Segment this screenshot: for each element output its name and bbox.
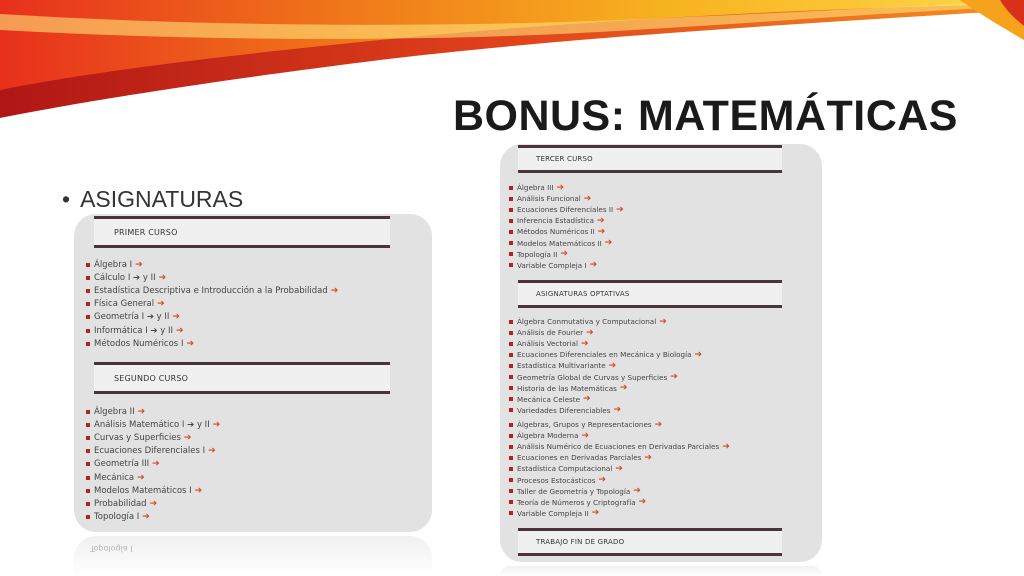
subject-link[interactable] (509, 394, 702, 405)
arrow-icon: ➔ (580, 338, 589, 349)
subject-link[interactable] (509, 215, 624, 226)
arrow-icon: ➔ (616, 204, 624, 215)
subject-label: Mecánica (94, 472, 135, 483)
subject-label: Álgebra II (94, 406, 135, 417)
section-header-tfg (518, 528, 782, 556)
subject-link[interactable] (509, 371, 702, 382)
subject-link[interactable] (509, 405, 702, 416)
section-title: SEGUNDO CURSO (114, 374, 189, 383)
subject-label: Estadística Computacional (517, 464, 613, 474)
subject-label: Álgebra Moderna (517, 431, 579, 441)
subject-link[interactable] (509, 193, 624, 204)
subject-label: Análisis Matemático I ➔ y II (94, 419, 210, 430)
subject-label: Variable Compleja II (517, 508, 589, 518)
bullet-dot: • (62, 186, 71, 212)
arrow-icon: ➔ (194, 485, 203, 496)
subject-label: Álgebra I (94, 259, 133, 270)
subject-label: Topología I (94, 512, 140, 523)
arrow-icon: ➔ (556, 182, 565, 193)
subject-label: Física General (94, 299, 155, 310)
arrow-icon: ➔ (583, 394, 591, 405)
arrow-icon: ➔ (670, 372, 678, 383)
section-title: TERCER CURSO (536, 155, 593, 163)
arrow-icon: ➔ (583, 193, 592, 204)
subject-link[interactable] (509, 463, 730, 474)
arrow-icon: ➔ (597, 215, 605, 226)
list-optativas-2 (509, 419, 730, 519)
list-tercer-curso (509, 182, 624, 271)
subject-label: Taller de Geometría y Topología (517, 486, 631, 496)
subject-link[interactable] (86, 258, 338, 271)
arrow-icon: ➔ (208, 446, 216, 457)
arrow-icon: ➔ (175, 325, 184, 336)
panel-reflection-left (74, 536, 432, 576)
subject-label: Análisis Numérico de Ecuaciones en Derivadas Parciales (517, 442, 720, 452)
arrow-icon: ➔ (158, 272, 167, 283)
subject-link[interactable] (509, 508, 730, 519)
subject-link[interactable] (509, 226, 624, 237)
subject-link[interactable] (86, 471, 220, 484)
subject-label: Inferencia Estadística (517, 216, 595, 226)
subject-label: Variedades Diferenciables (517, 405, 611, 415)
arrow-icon: ➔ (157, 299, 165, 310)
subject-link[interactable] (86, 324, 338, 337)
arrow-icon: ➔ (560, 249, 568, 260)
subject-label: Informática I ➔ y II (94, 325, 173, 336)
arrow-icon: ➔ (638, 497, 647, 508)
arrow-icon: ➔ (633, 486, 641, 497)
subject-label: Álgebras, Grupos y Representaciones (517, 420, 652, 430)
arrow-icon: ➔ (135, 259, 143, 270)
section-header-segundo-curso (94, 362, 390, 394)
arrow-icon: ➔ (586, 327, 594, 338)
list-primer-curso (86, 258, 338, 350)
arrow-icon: ➔ (615, 463, 623, 474)
subject-label: Topología II (517, 249, 558, 259)
subject-label: Ecuaciones Diferenciales II (517, 205, 614, 215)
subject-label: Curvas y Superficies (94, 432, 181, 443)
subject-link[interactable] (509, 441, 730, 452)
subject-label: Geometría III (94, 459, 150, 470)
arrow-icon: ➔ (172, 312, 180, 323)
subject-label: Ecuaciones en Derivadas Parciales (517, 453, 642, 463)
subject-label: Álgebra Conmutativa y Computacional (517, 317, 657, 327)
arrow-icon: ➔ (598, 475, 607, 486)
subject-link[interactable] (86, 511, 220, 524)
subject-link[interactable] (509, 249, 624, 260)
subject-link[interactable] (86, 418, 220, 431)
subject-link[interactable] (509, 260, 624, 271)
subject-label: Procesos Estocásticos (517, 475, 596, 485)
slide-title: BONUS: MATEMÁTICAS (452, 92, 958, 140)
subject-link[interactable] (509, 486, 730, 497)
arrow-icon: ➔ (589, 260, 598, 271)
subject-label: Mecánica Celeste (517, 394, 581, 404)
section-title: PRIMER CURSO (114, 228, 178, 237)
subject-link[interactable] (86, 458, 220, 471)
subject-link[interactable] (509, 349, 702, 360)
subject-label: Modelos Matemáticos II (517, 238, 602, 248)
subject-link[interactable] (509, 182, 624, 193)
subject-label: Estadística Descriptiva e Introducción a la Probabilidad (94, 285, 328, 296)
arrow-icon: ➔ (644, 452, 652, 463)
subject-link[interactable] (86, 497, 220, 510)
subject-label: Historia de las Matemáticas (517, 383, 617, 393)
subject-link[interactable] (509, 474, 730, 485)
arrow-icon: ➔ (722, 441, 730, 452)
subject-link[interactable] (509, 383, 702, 394)
subject-label: Cálculo I ➔ y II (94, 272, 156, 283)
subject-link[interactable] (86, 405, 220, 418)
subject-label: Métodos Numéricos II (517, 227, 595, 237)
arrow-icon: ➔ (659, 316, 667, 327)
subject-label: Álgebra III (517, 183, 554, 193)
subject-link[interactable] (509, 237, 624, 248)
arrow-icon: ➔ (581, 430, 590, 441)
subject-label: Análisis Funcional (517, 194, 581, 204)
arrow-icon: ➔ (591, 508, 600, 519)
subject-link[interactable] (86, 298, 338, 311)
panel-reflection-right (500, 566, 822, 576)
section-title: ASIGNATURAS OPTATIVAS (536, 290, 630, 298)
curriculum-panel-left (74, 214, 432, 532)
subject-link[interactable] (86, 484, 220, 497)
arrow-icon: ➔ (613, 405, 622, 416)
bullet-label: ASIGNATURAS (80, 186, 244, 212)
subject-label: Análisis de Fourier (517, 328, 584, 338)
arrow-icon: ➔ (330, 285, 339, 296)
subject-link[interactable] (509, 316, 702, 327)
subject-link[interactable] (86, 284, 338, 297)
curriculum-panel-right (500, 144, 822, 562)
arrow-icon: ➔ (186, 338, 194, 349)
subject-link[interactable] (509, 430, 730, 441)
section-header-optativas (518, 280, 782, 308)
subject-label: Geometría Global de Curvas y Superficies (517, 372, 668, 382)
arrow-icon: ➔ (694, 349, 703, 360)
arrow-icon: ➔ (608, 360, 617, 371)
subject-label: Estadística Multivariante (517, 361, 606, 371)
subject-label: Variable Compleja I (517, 260, 587, 270)
arrow-icon: ➔ (212, 419, 221, 430)
arrow-icon: ➔ (619, 383, 628, 394)
arrow-icon: ➔ (137, 472, 145, 483)
subject-label: Geometría I ➔ y II (94, 312, 170, 323)
subject-label: Ecuaciones Diferenciales I (94, 446, 206, 457)
arrow-icon: ➔ (654, 419, 663, 430)
section-header-primer-curso (94, 216, 390, 248)
subject-link[interactable] (86, 431, 220, 444)
subject-link[interactable] (86, 271, 338, 284)
subject-label: Análisis Vectorial (517, 339, 578, 349)
subject-link[interactable] (86, 311, 338, 324)
arrow-icon: ➔ (152, 459, 160, 470)
list-segundo-curso (86, 405, 220, 524)
arrow-icon: ➔ (183, 432, 192, 443)
arrow-icon: ➔ (604, 238, 613, 249)
list-optativas-1 (509, 316, 702, 416)
subject-link[interactable] (509, 327, 702, 338)
bullet-asignaturas (62, 186, 243, 213)
subject-label: Modelos Matemáticos I (94, 485, 192, 496)
arrow-icon: ➔ (137, 406, 146, 417)
subject-label: Ecuaciones Diferenciales en Mecánica y Biología (517, 350, 692, 360)
subject-link[interactable] (509, 452, 730, 463)
arrow-icon: ➔ (597, 226, 606, 237)
arrow-icon: ➔ (142, 512, 150, 523)
subject-label: Métodos Numéricos I (94, 338, 184, 349)
subject-link[interactable] (509, 338, 702, 349)
subject-link[interactable] (86, 337, 338, 350)
subject-link[interactable] (509, 360, 702, 371)
subject-link[interactable] (509, 497, 730, 508)
subject-link[interactable] (509, 419, 730, 430)
arrow-icon: ➔ (149, 498, 158, 509)
subject-label: Probabilidad (94, 498, 147, 509)
section-header-tercer-curso (518, 145, 782, 173)
reflection-text: Topología I (90, 544, 133, 553)
subject-link[interactable] (509, 204, 624, 215)
subject-label: Teoría de Números y Criptografía (517, 497, 636, 507)
section-title: TRABAJO FIN DE GRADO (536, 538, 625, 546)
subject-link[interactable] (86, 445, 220, 458)
